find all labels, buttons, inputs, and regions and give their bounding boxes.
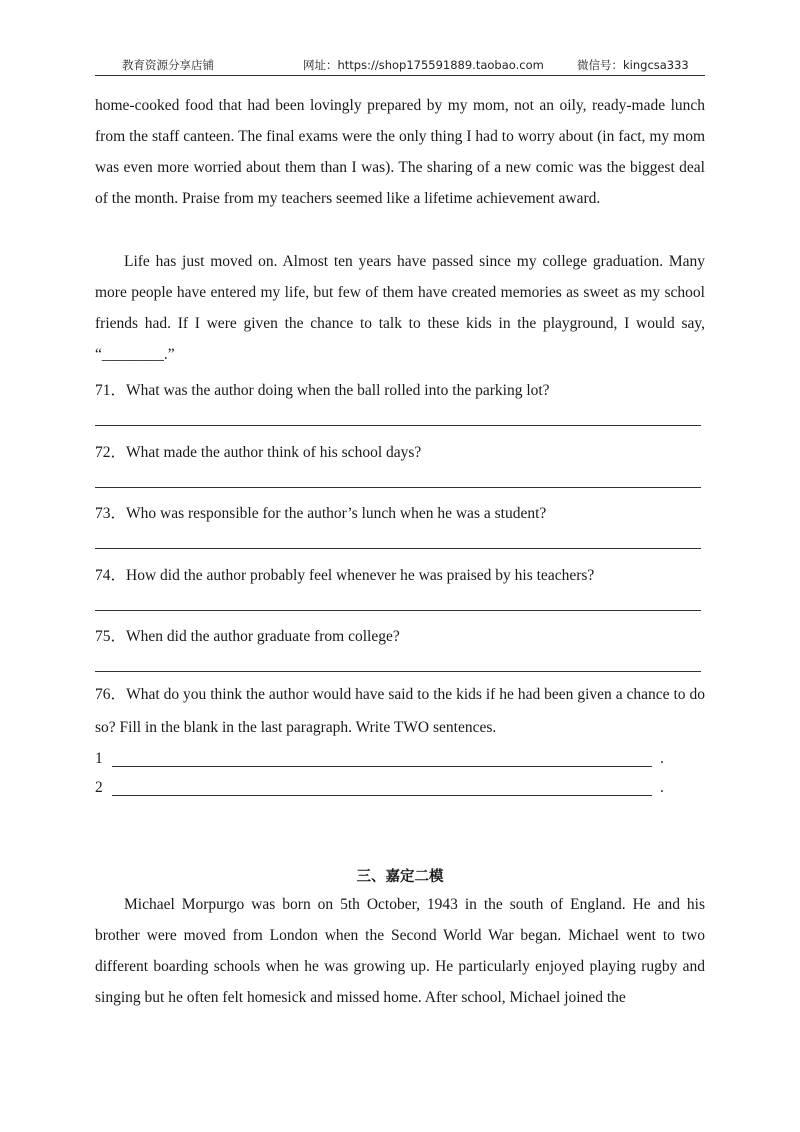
blank-period-2: . (660, 779, 664, 796)
answer-line-72[interactable] (95, 487, 701, 488)
blank-line-1[interactable] (112, 766, 652, 767)
question-75: 75．When did the author graduate from college? (95, 628, 400, 645)
page-header (95, 57, 705, 76)
header-shop-name: 教育资源分享店铺 (122, 58, 214, 72)
answer-blank-1[interactable] (95, 750, 705, 770)
header-wechat: 微信号：kingcsa333 (577, 58, 689, 72)
question-72: 72．What made the author think of his school days? (95, 444, 422, 461)
passage-paragraph-1: home-cooked food that had been lovingly prepared by my mom, not an oily, ready-made lunch from the staff canteen. The final exams were the only thing I had to worry about (in fact, my mom was even more worried about them than I was). The sharing of a new comic was the biggest deal of the month. Praise from my teachers seemed like a lifetime achievement award. (95, 97, 705, 207)
answer-blank-2[interactable] (95, 779, 705, 799)
section-title: 三、嘉定二模 (356, 869, 444, 885)
question-76: 76．What do you think the author would have said to the kids if he had been given a chance to do so? Fill in the blank in the last paragraph. Write TWO sentences. (95, 686, 705, 736)
answer-line-74[interactable] (95, 610, 701, 611)
answer-line-75[interactable] (95, 671, 701, 672)
question-73: 73．Who was responsible for the author’s lunch when he was a student? (95, 505, 547, 522)
answer-line-71[interactable] (95, 425, 701, 426)
question-74: 74．How did the author probably feel whenever he was praised by his teachers? (95, 567, 595, 584)
header-url: 网址：https://shop175591889.taobao.com (303, 58, 544, 72)
answer-line-73[interactable] (95, 548, 701, 549)
passage-paragraph-2: Life has just moved on. Almost ten years have passed since my college graduation. Many more people have entered my life, but few of them have created memories as sweet as my school friends had. If I were given the chance to talk to these kids in the playground, I would say, “________.” (95, 253, 705, 363)
section-paragraph-1: Michael Morpurgo was born on 5th October, 1943 in the south of England. He and his brother were moved from London when the Second World War began. Michael went to two different boarding schools when he was growing up. He particularly enjoyed playing rugby and singing but he often felt homesick and missed home. After school, Michael joined the (95, 896, 705, 1006)
blank-line-2[interactable] (112, 795, 652, 796)
blank-period-1: . (660, 750, 664, 767)
blank-number-2: 2 (95, 779, 103, 796)
blank-number-1: 1 (95, 750, 103, 767)
question-71: 71．What was the author doing when the ball rolled into the parking lot? (95, 382, 550, 399)
